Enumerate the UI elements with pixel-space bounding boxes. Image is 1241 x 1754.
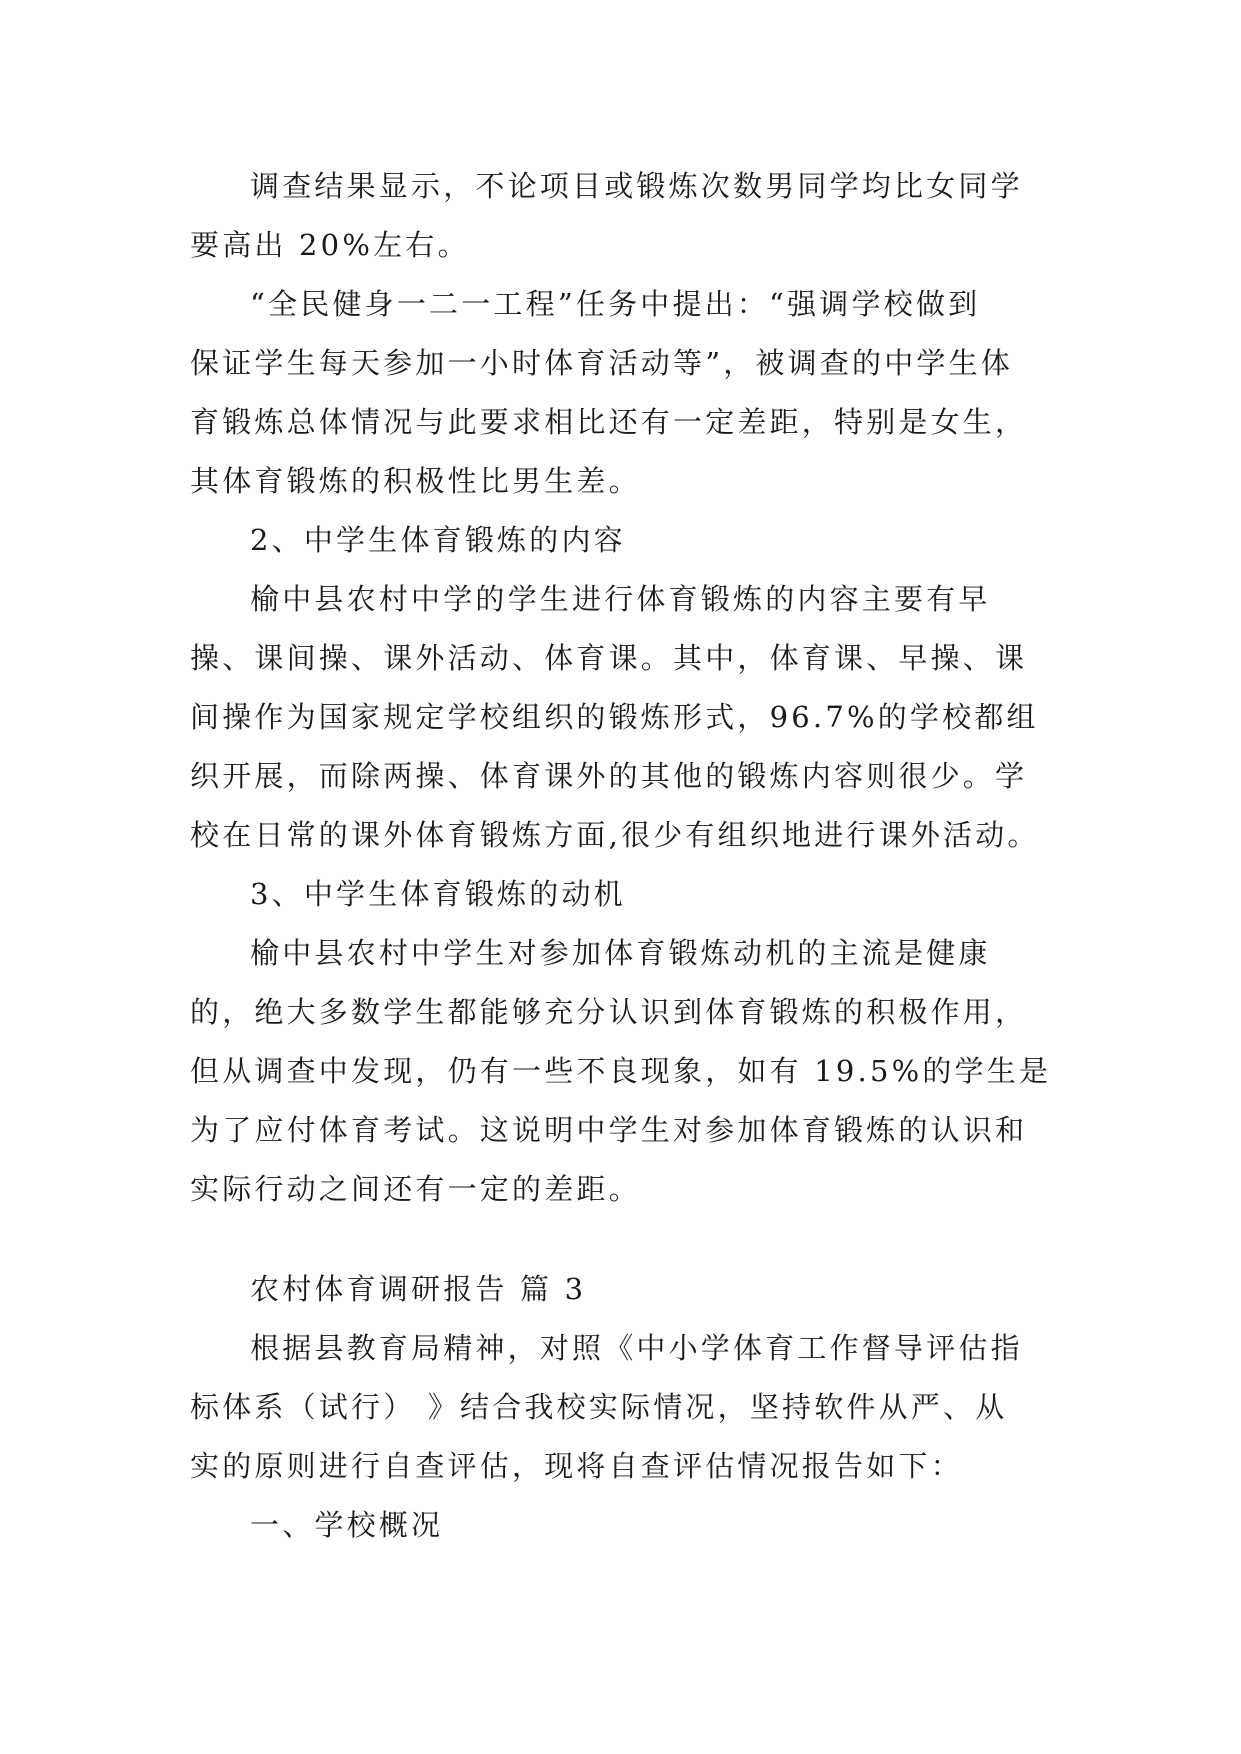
paragraph-2-line-3: 育锻炼总体情况与此要求相比还有一定差距，特别是女生， xyxy=(190,405,1028,439)
paragraph-4-line-5: 实际行动之间还有一定的差距。 xyxy=(190,1172,641,1206)
body-text-section-1 xyxy=(190,157,1060,1219)
paragraph-1-line-1: 调查结果显示，不论项目或锻炼次数男同学均比女同学 xyxy=(250,169,1023,203)
paragraph-3-line-1: 榆中县农村中学的学生进行体育锻炼的内容主要有早 xyxy=(250,582,991,616)
section-title-report-3: 农村体育调研报告 篇 3 xyxy=(250,1272,587,1306)
paragraph-3-line-3: 间操作为国家规定学校组织的锻炼形式，96.7%的学校都组 xyxy=(190,700,1039,734)
paragraph-3-line-2: 操、课间操、课外活动、体育课。其中，体育课、早操、课 xyxy=(190,641,1028,675)
paragraph-2-line-1: “全民健身一二一工程”任务中提出：“强调学校做到 xyxy=(250,287,981,321)
heading-exercise-motivation: 3、中学生体育锻炼的动机 xyxy=(250,877,626,911)
paragraph-4-line-3: 但从调查中发现，仍有一些不良现象，如有 19.5%的学生是 xyxy=(190,1054,1052,1088)
heading-exercise-content: 2、中学生体育锻炼的内容 xyxy=(250,523,626,557)
paragraph-5-line-1: 根据县教育局精神，对照《中小学体育工作督导评估指 xyxy=(250,1331,1023,1365)
paragraph-2-line-2: 保证学生每天参加一小时体育活动等”，被调查的中学生体 xyxy=(190,346,1014,380)
body-text-section-2 xyxy=(190,1260,1060,1555)
paragraph-1-line-2: 要高出 20%左右。 xyxy=(190,228,470,262)
paragraph-5-line-3: 实的原则进行自查评估，现将自查评估情况报告如下： xyxy=(190,1449,963,1483)
paragraph-4-line-4: 为了应付体育考试。这说明中学生对参加体育锻炼的认识和 xyxy=(190,1113,1028,1147)
heading-school-overview: 一、学校概况 xyxy=(250,1508,444,1542)
paragraph-2-line-4: 其体育锻炼的积极性比男生差。 xyxy=(190,464,641,498)
paragraph-3-line-5: 校在日常的课外体育锻炼方面,很少有组织地进行课外活动。 xyxy=(190,818,1040,852)
paragraph-4-line-1: 榆中县农村中学生对参加体育锻炼动机的主流是健康 xyxy=(250,936,991,970)
paragraph-4-line-2: 的，绝大多数学生都能够充分认识到体育锻炼的积极作用， xyxy=(190,995,1028,1029)
paragraph-3-line-4: 织开展，而除两操、体育课外的其他的锻炼内容则很少。学 xyxy=(190,759,1028,793)
paragraph-5-line-2: 标体系（试行） 》结合我校实际情况，坚持软件从严、从 xyxy=(190,1390,1008,1424)
